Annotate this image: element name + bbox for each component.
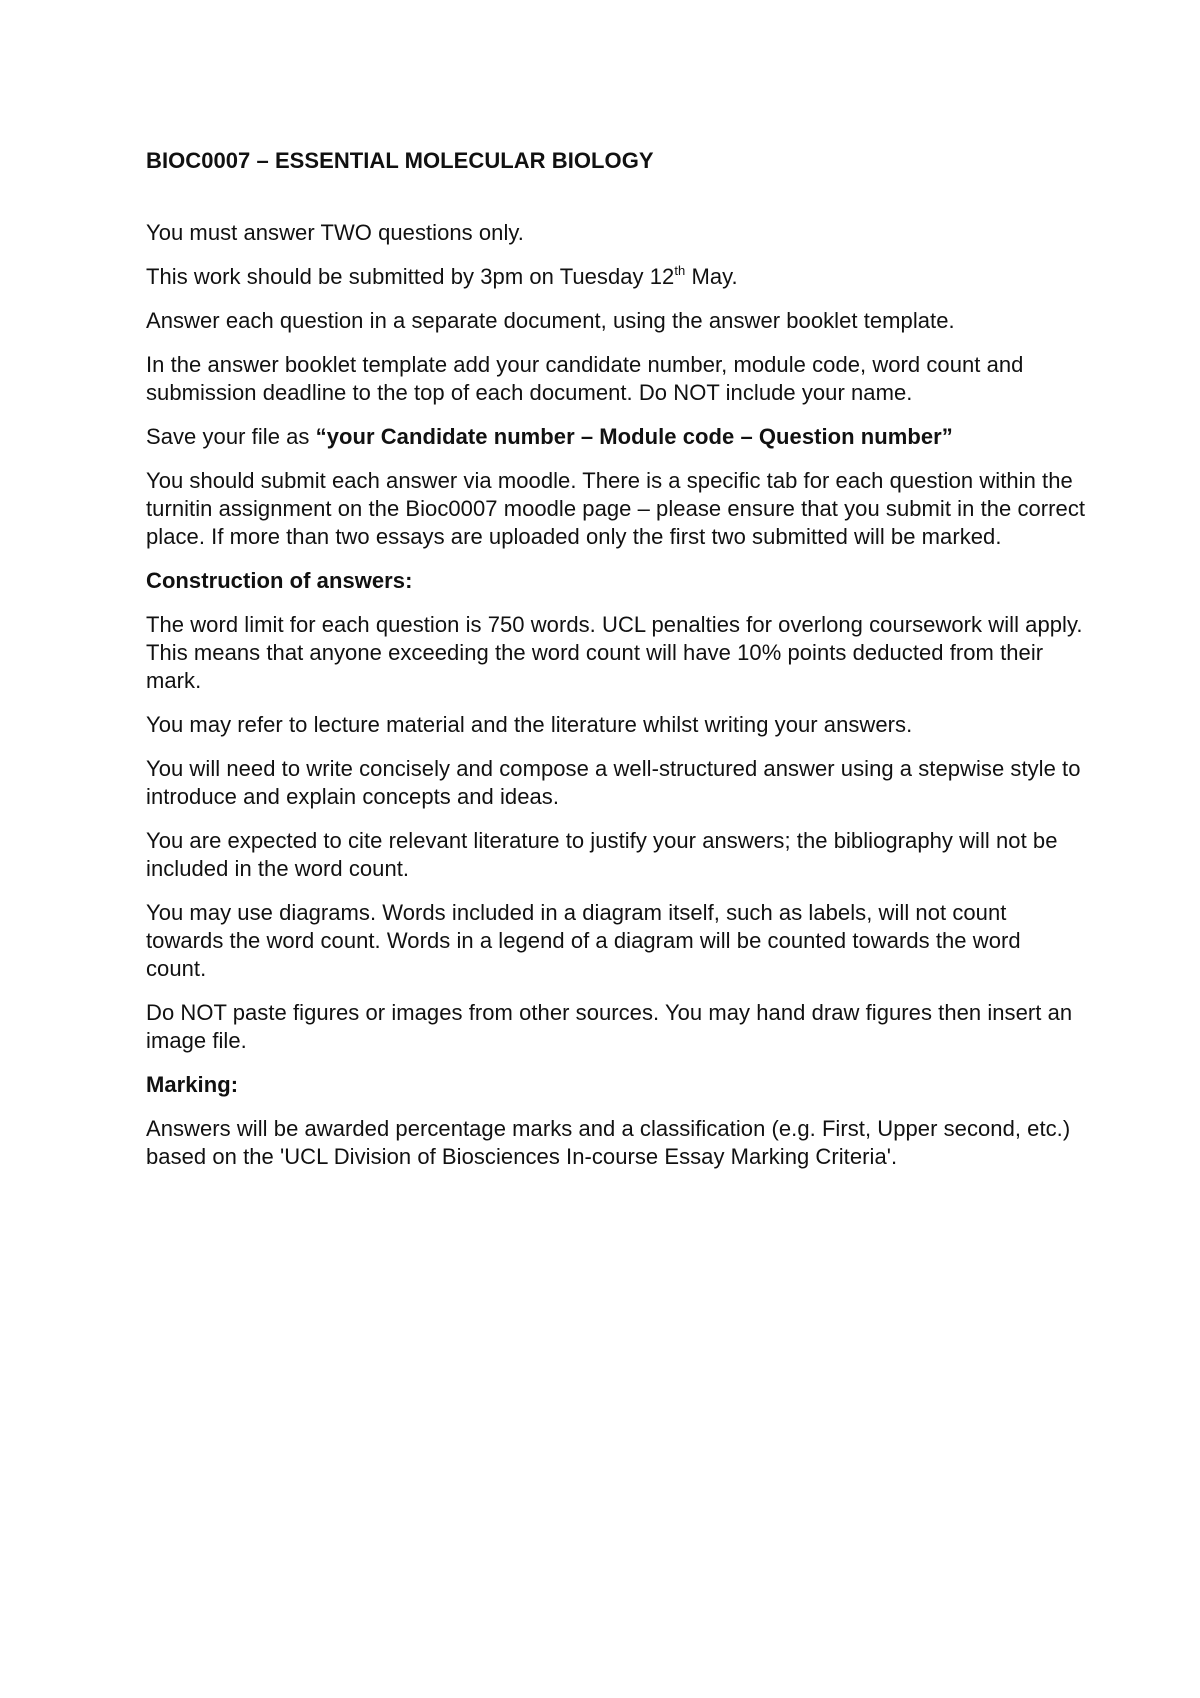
instruction-word-limit: The word limit for each question is 750 words. UCL penalties for overlong coursework will apply. This means that anyone exceeding the word count will have 10% points deducted from their mark. bbox=[146, 612, 1083, 693]
instruction-citations: You are expected to cite relevant literature to justify your answers; the bibliography will not be included in the word count. bbox=[146, 828, 1058, 881]
instruction-answer-count: You must answer TWO questions only. bbox=[146, 220, 524, 245]
heading-construction: Construction of answers: bbox=[146, 568, 413, 593]
deadline-superscript: th bbox=[674, 263, 686, 278]
file-naming-text: Save your file as bbox=[146, 424, 316, 449]
instruction-marking: Answers will be awarded percentage marks and a classification (e.g. First, Upper second, etc.) based on the 'UCL Division of Biosciences In-course Essay Marking Criteria'. bbox=[146, 1116, 1071, 1169]
document-page bbox=[146, 147, 1086, 1187]
instruction-references: You may refer to lecture material and the literature whilst writing your answers. bbox=[146, 712, 913, 737]
instruction-deadline bbox=[146, 263, 1086, 291]
instruction-concise-writing: You will need to write concisely and compose a well-structured answer using a stepwise style to introduce and explain concepts and ideas. bbox=[146, 756, 1081, 809]
instruction-separate-document: Answer each question in a separate document, using the answer booklet template. bbox=[146, 308, 955, 333]
document-title: BIOC0007 – ESSENTIAL MOLECULAR BIOLOGY bbox=[146, 148, 654, 173]
instruction-file-naming bbox=[146, 423, 1086, 451]
deadline-text-end: May. bbox=[685, 264, 738, 289]
file-naming-format: “your Candidate number – Module code – Question number” bbox=[315, 424, 953, 449]
instruction-submission: You should submit each answer via moodle. There is a specific tab for each question within the turnitin assignment on the Bioc0007 moodle page – please ensure that you submit in the correct place. If more than two essays are uploaded only the first two submitted will be marked. bbox=[146, 468, 1086, 549]
instruction-diagrams: You may use diagrams. Words included in a diagram itself, such as labels, will not count towards the word count. Words in a legend of a diagram will be counted towards the word count. bbox=[146, 900, 1021, 981]
instruction-booklet-details: In the answer booklet template add your candidate number, module code, word count and submission deadline to the top of each document. Do NOT include your name. bbox=[146, 352, 1024, 405]
instruction-figures: Do NOT paste figures or images from other sources. You may hand draw figures then insert an image file. bbox=[146, 1000, 1073, 1053]
deadline-text: This work should be submitted by 3pm on Tuesday 12 bbox=[146, 264, 675, 289]
heading-marking: Marking: bbox=[146, 1072, 239, 1097]
